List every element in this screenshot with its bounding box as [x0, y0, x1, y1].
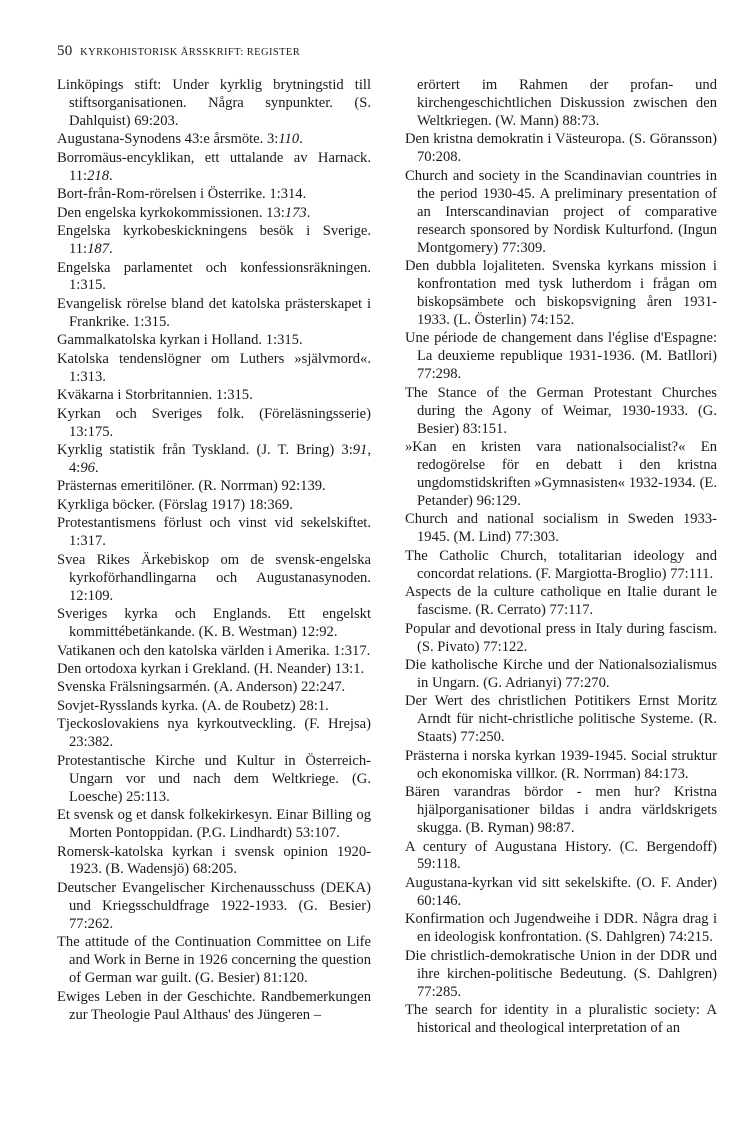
entry-text: Deutscher Evangelischer Kirchenausschuss (DEKA) und Kriegsschuldfrage 1922-1933. (G. Besier) 77:262.: [57, 879, 371, 932]
entry-text: Svenska Frälsningsarmén. (A. Anderson) 22:247.: [57, 679, 346, 696]
italic-volume-ref: 110: [278, 131, 300, 148]
entry-text: Svea Rikes Ärkebiskop om de svensk-engelska kyrkoförhandlingarna och Augustanasynoden. 12:109.: [57, 551, 371, 604]
index-entry: [57, 880, 371, 934]
index-entry: [57, 351, 371, 387]
index-entry: [57, 478, 371, 496]
index-entry: [405, 657, 717, 693]
entry-text: Konfirmation och Jugendweihe i DDR. Några drag i en ideologisk konfrontation. (S. Dahlgren) 74:215.: [405, 911, 717, 946]
index-entry: [57, 260, 371, 296]
index-entry: [57, 753, 371, 807]
entry-text: Den ortodoxa kyrkan i Grekland. (H. Neander) 13:1.: [57, 661, 365, 677]
index-entry: [57, 989, 371, 1025]
index-entry: [57, 406, 371, 442]
entry-text: Gammalkatolska kyrkan i Holland. 1:315.: [57, 332, 303, 349]
index-entry: [57, 205, 371, 223]
index-entry: [57, 332, 371, 350]
entry-text: Ewiges Leben in der Geschichte. Randbemerkungen zur Theologie Paul Althaus' des Jüngeren –: [57, 988, 371, 1023]
index-entry: [405, 621, 717, 657]
index-entry: [57, 606, 371, 642]
entry-text: Engelska parlamentet och konfessionsräkningen. 1:315.: [57, 259, 371, 294]
entry-text: Linköpings stift: Under kyrklig brytningstid till stiftsorganisationen. Några synpunkter. (S. Dahlquist) 69:203.: [57, 77, 371, 129]
index-entry: [57, 77, 371, 131]
entry-text: Prästernas emeritilöner. (R. Norrman) 92:139.: [57, 478, 326, 495]
entry-text-tail: .: [109, 241, 113, 258]
entry-text: Den dubbla lojaliteten. Svenska kyrkans mission i konfrontation med tysk lutherdom i frågan om biskopsämbete och biskopsvigning åren 1931-1933. (L. Österlin) 74:152.: [405, 258, 717, 328]
entry-text: A century of Augustana History. (C. Bergendoff) 59:118.: [405, 838, 717, 873]
entry-text: Vatikanen och den katolska världen i Amerika. 1:317.: [57, 642, 371, 659]
entry-text: Kyrkliga böcker. (Förslag 1917) 18:369.: [57, 496, 293, 513]
index-entry: [57, 497, 371, 515]
entry-text: The Stance of the German Protestant Churches during the Agony of Weimar, 1930-1933. (G. Besier) 83:151.: [405, 384, 717, 437]
entry-text: Kyrkan och Sveriges folk. (Föreläsningsserie) 13:175.: [57, 405, 371, 440]
entry-text: Et svensk og et dansk folkekirkesyn. Einar Billing og Morten Pontoppidan. (P.G. Lindhardt) 53:107.: [57, 807, 371, 842]
entry-text: Der Wert des christlichen Potitikers Ernst Moritz Arndt für nicht-christliche politische Systeme. (R. Staats) 77:250.: [405, 693, 717, 746]
index-entry: [57, 223, 371, 259]
entry-text: The search for identity in a pluralistic society: A historical and theological interpretation of an: [405, 1002, 717, 1037]
index-entry: [57, 552, 371, 606]
index-entry: [57, 387, 371, 405]
entry-text: Engelska kyrkobeskickningens besök i Sverige. 11:: [57, 223, 371, 258]
index-entry: [57, 150, 371, 186]
right-column: [405, 77, 717, 1039]
entry-text: »Kan en kristen vara nationalsocialist?« En redogörelse för en debatt i den kristna ungdomstidskriften »Gymnasisten« 1932-1934. (E. Petander) 96:129.: [405, 439, 717, 509]
entry-text-tail: .: [299, 131, 303, 148]
entry-text: Aspects de la culture catholique en Italie durant le fascisme. (R. Cerrato) 77:117.: [405, 584, 717, 619]
entry-text: Den kristna demokratin i Västeuropa. (S. Göransson) 70:208.: [405, 131, 717, 166]
index-entry: [57, 716, 371, 752]
entry-text: erörtert im Rahmen der profan- und kirchengeschichtlichen Diskussion zwischen den Weltkriegen. (W. Mann) 88:73.: [417, 77, 717, 129]
entry-text: Sovjet-Rysslands kyrka. (A. de Roubetz) 28:1.: [57, 697, 329, 714]
index-entry: [57, 679, 371, 697]
entry-text: The Catholic Church, totalitarian ideology and concordat relations. (F. Margiotta-Broglio) 77:111.: [405, 547, 717, 582]
entry-text: Evangelisk rörelse bland det katolska prästerskapet i Frankrike. 1:315.: [57, 295, 371, 330]
running-header: [57, 43, 300, 60]
entry-text: Kyrklig statistik från Tyskland. (J. T. Bring) 3:: [57, 442, 353, 459]
entry-text: Katolska tendenslögner om Luthers »självmord«. 1:313.: [57, 350, 371, 385]
index-entry: [405, 511, 717, 547]
entry-text: Protestantische Kirche und Kultur in Österreich-Ungarn vor und nach dem Weltkriege. (G. Loesche) 25:113.: [57, 752, 371, 805]
entry-text: Sveriges kyrka och Englands. Ett engelskt kommittébetänkande. (K. B. Westman) 12:92.: [57, 606, 371, 641]
italic-volume-ref: 218: [87, 167, 109, 184]
index-entry: [405, 385, 717, 439]
index-entry: [405, 548, 717, 584]
index-entry: [57, 698, 371, 716]
index-entry: [405, 168, 717, 258]
entry-text: Tjeckoslovakiens nya kyrkoutveckling. (F. Hrejsa) 23:382.: [57, 716, 371, 751]
entry-text: Bären varandras bördor - men hur? Kristna hjälporganisationer bildas i andra världskrigets skugga. (B. Ryman) 98:87.: [405, 784, 717, 837]
index-entry: [57, 844, 371, 880]
entry-text: Une période de changement dans l'église d'Espagne: La deuxieme republique 1931-1936. (M. Batllori) 77:298.: [405, 330, 717, 383]
index-entry: [405, 875, 717, 911]
index-entry: [405, 1002, 717, 1038]
index-entry: [57, 661, 371, 679]
italic-volume-ref: 91: [352, 442, 368, 459]
entry-text: Church and national socialism in Sweden 1933-1945. (M. Lind) 77:303.: [405, 511, 717, 546]
entry-text-tail: .: [109, 167, 113, 184]
index-entry: [57, 934, 371, 988]
index-entry: [405, 439, 717, 511]
index-entry: [57, 643, 371, 661]
entry-text: Romersk-katolska kyrkan i svensk opinion 1920-1923. (B. Wadensjö) 68:205.: [57, 843, 371, 878]
page-number: 50: [57, 43, 73, 59]
entry-text-tail: , 4:: [69, 442, 371, 477]
italic-volume-ref: 187: [87, 241, 109, 258]
entry-text: Augustana-Synodens 43:e årsmöte. 3:: [57, 131, 279, 148]
entry-text: Church and society in the Scandinavian countries in the period 1930-45. A preliminary presentation of an Interscandinavian project of comparative research sponsored by Nordisk Kulturfond. (Ingun Montgomery) 77:309.: [405, 167, 717, 256]
entry-text: Die katholische Kirche und der Nationalsozialismus in Ungarn. (G. Adrianyi) 77:270.: [405, 657, 717, 691]
entry-text: Die christlich-demokratische Union in der DDR und ihre kirchen-politische Bedeutung. (S. Dahlgren) 77:285.: [405, 947, 717, 1000]
index-entry: [405, 77, 717, 131]
index-entry: [57, 296, 371, 332]
index-entry: [405, 693, 717, 747]
entry-text: Borromäus-encyklikan, ett uttalande av Harnack. 11:: [57, 149, 371, 184]
index-entry: [405, 131, 717, 167]
entry-text: Popular and devotional press in Italy during fascism. (S. Pivato) 77:122.: [405, 620, 717, 655]
index-entry: [57, 515, 371, 551]
index-entry: [57, 807, 371, 843]
index-entry: [405, 911, 717, 947]
entry-text: Protestantismens förlust och vinst vid sekelskiftet. 1:317.: [57, 515, 371, 550]
index-entry: [405, 258, 717, 330]
running-title: KYRKOHISTORISK ÅRSSKRIFT: REGISTER: [80, 47, 301, 58]
index-entry: [405, 748, 717, 784]
index-entry: [405, 330, 717, 384]
entry-text-tail: .: [306, 204, 311, 221]
italic-volume-ref: 96: [80, 460, 95, 477]
entry-text-tail: .: [94, 460, 99, 477]
index-entry: [57, 131, 371, 149]
italic-volume-ref: 173: [284, 204, 307, 221]
entry-text: Den engelska kyrkokommissionen. 13:: [57, 204, 285, 221]
index-entry: [405, 839, 717, 875]
entry-text: Prästerna i norska kyrkan 1939-1945. Social struktur och ekonomiska villkor. (R. Norrman) 84:173.: [405, 747, 717, 782]
index-entry: [405, 784, 717, 838]
entry-text: Bort-från-Rom-rörelsen i Österrike. 1:314.: [57, 186, 307, 203]
index-entry: [405, 948, 717, 1002]
index-entry: [405, 584, 717, 620]
entry-text: The attitude of the Continuation Committee on Life and Work in Berne in 1926 concerning the question of German war guilt. (G. Besier) 81:120.: [57, 934, 371, 987]
index-entry: [57, 442, 371, 478]
left-column: [57, 77, 371, 1025]
entry-text: Augustana-kyrkan vid sitt sekelskifte. (O. F. Ander) 60:146.: [405, 874, 717, 909]
entry-text: Kväkarna i Storbritannien. 1:315.: [57, 387, 253, 404]
index-entry: [57, 186, 371, 204]
